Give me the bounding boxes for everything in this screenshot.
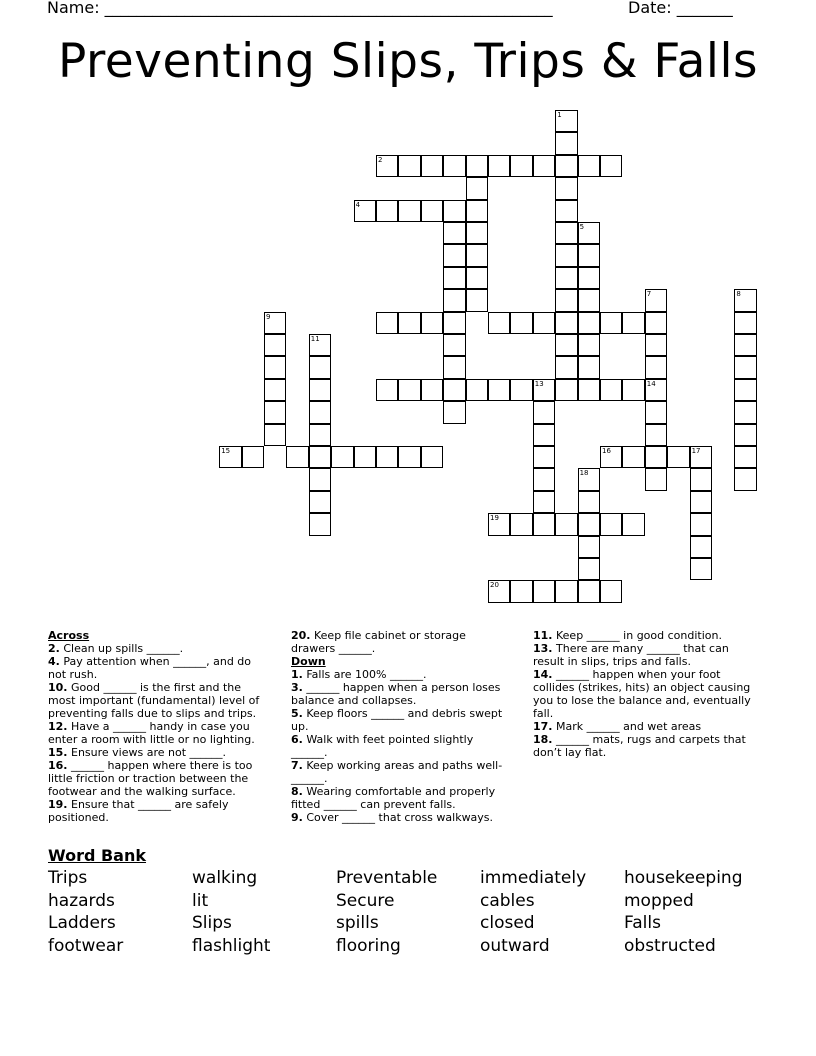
crossword-cell[interactable] (510, 155, 532, 177)
clue-item-number: 15. (48, 746, 68, 759)
crossword-cell[interactable] (466, 222, 488, 244)
crossword-cell[interactable] (578, 334, 600, 356)
crossword-cell[interactable] (421, 379, 443, 401)
word-bank-item: flooring (336, 935, 401, 956)
crossword-cell[interactable] (734, 356, 756, 378)
clue-item-text: Cover ______ that cross walkways. (306, 811, 494, 824)
clue-item (291, 681, 511, 707)
crossword-cell[interactable] (376, 379, 398, 401)
crossword-cell[interactable] (398, 446, 420, 468)
crossword-cell[interactable] (622, 379, 644, 401)
clue-item-text: Pay attention when ______, and do not rush. (48, 655, 252, 681)
crossword-cell[interactable] (578, 244, 600, 266)
word-bank-item: walking (192, 868, 258, 888)
clue-item-number: 14. (533, 668, 553, 681)
crossword-cell[interactable] (690, 468, 712, 490)
crossword-cell[interactable] (488, 379, 510, 401)
clue-number: 19 (490, 514, 499, 523)
crossword-cell[interactable] (690, 491, 712, 513)
crossword-cell[interactable] (466, 200, 488, 222)
clue-item-number: 6. (291, 733, 303, 746)
crossword-cell[interactable] (578, 289, 600, 311)
clue-item (291, 629, 511, 655)
clue-item-number: 2. (48, 642, 60, 655)
crossword-cell[interactable] (622, 446, 644, 468)
crossword-cell[interactable] (309, 446, 331, 468)
crossword-cell[interactable] (622, 312, 644, 334)
clue-item-number: 10. (48, 681, 68, 694)
word-bank-item: mopped (624, 890, 694, 911)
word-bank-item: outward (480, 935, 550, 956)
crossword-cell[interactable] (354, 200, 376, 222)
crossword-cell[interactable] (533, 446, 555, 468)
crossword-cell[interactable] (578, 356, 600, 378)
across-clue-list-continued (291, 629, 511, 655)
word-bank-item: housekeeping (624, 868, 743, 888)
crossword-cell[interactable] (555, 356, 577, 378)
crossword-cell[interactable] (667, 446, 689, 468)
clue-item-number: 4. (48, 655, 60, 668)
crossword-cell[interactable] (555, 200, 577, 222)
clues-column-3 (533, 629, 763, 759)
crossword-cell[interactable] (555, 289, 577, 311)
crossword-cell[interactable] (578, 155, 600, 177)
crossword-cell[interactable] (398, 200, 420, 222)
down-clue-list-continued (533, 629, 763, 759)
crossword-cell[interactable] (264, 401, 286, 423)
word-bank-item: Falls (624, 913, 661, 933)
word-bank-item: Ladders (48, 913, 116, 933)
crossword-cell[interactable] (578, 267, 600, 289)
crossword-cell[interactable] (533, 580, 555, 602)
crossword-cell[interactable] (600, 446, 622, 468)
crossword-cell[interactable] (533, 513, 555, 535)
crossword-cell[interactable] (264, 424, 286, 446)
clue-item-text: Wearing comfortable and properly fitted ______ can prevent falls. (291, 785, 496, 811)
crossword-cell[interactable] (264, 312, 286, 334)
crossword-cell[interactable] (555, 267, 577, 289)
crossword-cell[interactable] (264, 379, 286, 401)
crossword-cell[interactable] (555, 132, 577, 154)
clue-item-text: Clean up spills ______. (63, 642, 184, 655)
word-bank-item: Trips (48, 868, 88, 888)
crossword-cell[interactable] (578, 379, 600, 401)
crossword-cell[interactable] (443, 222, 465, 244)
crossword-cell[interactable] (533, 312, 555, 334)
crossword-cell[interactable] (555, 177, 577, 199)
word-bank-item: Preventable (336, 868, 438, 888)
crossword-cell[interactable] (488, 155, 510, 177)
crossword-cell[interactable] (376, 446, 398, 468)
clue-item-text: There are many ______ that can result in slips, trips and falls. (533, 642, 729, 668)
crossword-cell[interactable] (555, 580, 577, 602)
page-title: Preventing Slips, Trips & Falls (57, 34, 759, 89)
clue-item-text: Keep floors ______ and debris swept up. (291, 707, 503, 733)
clue-item (291, 811, 511, 824)
clues-column-1 (48, 629, 268, 824)
clue-item (533, 642, 763, 668)
clue-number: 11 (310, 335, 320, 343)
crossword-cell[interactable] (466, 177, 488, 199)
crossword-cell[interactable] (309, 334, 331, 356)
crossword-cell[interactable] (331, 446, 353, 468)
crossword-cell[interactable] (510, 379, 532, 401)
clue-item-text: Mark ______ and wet areas (556, 720, 702, 733)
word-bank-item: lit (192, 890, 209, 911)
crossword-cell[interactable] (578, 222, 600, 244)
crossword-cell[interactable] (510, 580, 532, 602)
crossword-cell[interactable] (309, 379, 331, 401)
word-bank-item: obstructed (624, 935, 716, 956)
clue-number: 15 (221, 447, 231, 455)
crossword-cell[interactable] (376, 155, 398, 177)
crossword-cell[interactable] (555, 379, 577, 401)
clue-number: 1 (557, 111, 562, 119)
clue-number: 4 (355, 200, 361, 209)
crossword-cell[interactable] (443, 155, 465, 177)
crossword-cell[interactable] (578, 558, 600, 580)
clue-number: 7 (646, 290, 652, 299)
clue-item-text: ______ happen where there is too little friction or traction between the footwear and the walking surface. (48, 759, 253, 798)
crossword-cell[interactable] (286, 446, 308, 468)
word-bank-item: hazards (48, 890, 115, 911)
crossword-cell[interactable] (242, 446, 264, 468)
crossword-cell[interactable] (645, 356, 667, 378)
clue-item-number: 3. (291, 681, 303, 694)
down-clue-list (291, 668, 511, 824)
crossword-cell[interactable] (533, 491, 555, 513)
crossword-cell[interactable] (264, 356, 286, 378)
crossword-cell[interactable] (645, 379, 667, 401)
clue-number: 14 (646, 379, 656, 388)
clue-item-text: Keep ______ in good condition. (556, 629, 722, 642)
crossword-cell[interactable] (421, 446, 443, 468)
crossword-cell[interactable] (398, 155, 420, 177)
crossword-cell[interactable] (533, 401, 555, 423)
word-bank-item: immediately (480, 868, 587, 888)
crossword-cell[interactable] (555, 222, 577, 244)
crossword-cell[interactable] (309, 513, 331, 535)
crossword-cell[interactable] (734, 379, 756, 401)
clue-item-number: 16. (48, 759, 68, 772)
crossword-cell[interactable] (309, 468, 331, 490)
clue-number: 17 (691, 447, 701, 455)
clue-item-number: 8. (291, 785, 303, 798)
clue-number: 16 (602, 447, 611, 455)
crossword-cell[interactable] (533, 424, 555, 446)
clue-item-number: 1. (291, 668, 303, 681)
clues-column-2 (291, 629, 511, 824)
word-bank-item: closed (480, 913, 535, 933)
crossword-cell[interactable] (219, 446, 241, 468)
crossword-cell[interactable] (600, 379, 622, 401)
crossword-cell[interactable] (443, 379, 465, 401)
clue-item (48, 720, 268, 746)
crossword-cell[interactable] (734, 401, 756, 423)
clue-item (291, 707, 511, 733)
clue-item-text: Ensure that ______ are safely positioned. (48, 798, 229, 824)
crossword-cell[interactable] (645, 424, 667, 446)
crossword-cell[interactable] (533, 155, 555, 177)
crossword-cell[interactable] (533, 468, 555, 490)
crossword-cell[interactable] (309, 356, 331, 378)
crossword-cell[interactable] (443, 312, 465, 334)
clue-item-text: Keep file cabinet or storage drawers ______. (291, 629, 466, 655)
word-bank-item: cables (480, 890, 535, 911)
crossword-cell[interactable] (690, 446, 712, 468)
crossword-cell[interactable] (734, 424, 756, 446)
clue-item (533, 629, 763, 642)
crossword-cell[interactable] (309, 401, 331, 423)
clue-item-number: 11. (533, 629, 553, 642)
crossword-cell[interactable] (645, 289, 667, 311)
crossword-cell[interactable] (443, 356, 465, 378)
crossword-cell[interactable] (600, 513, 622, 535)
crossword-cell[interactable] (376, 200, 398, 222)
crossword-cell[interactable] (488, 580, 510, 602)
clue-item (48, 798, 268, 824)
crossword-cell[interactable] (555, 155, 577, 177)
crossword-cell[interactable] (600, 580, 622, 602)
clue-item-number: 19. (48, 798, 68, 811)
word-bank-item: flashlight (192, 935, 271, 956)
crossword-cell[interactable] (466, 244, 488, 266)
clue-item-number: 5. (291, 707, 303, 720)
crossword-cell[interactable] (466, 267, 488, 289)
clue-item (48, 681, 268, 720)
clue-item-text: Ensure views are not ______. (71, 746, 227, 759)
clue-item (291, 733, 511, 759)
crossword-cell[interactable] (645, 446, 667, 468)
crossword-cell[interactable] (443, 334, 465, 356)
clue-item (48, 642, 268, 655)
crossword-cell[interactable] (578, 468, 600, 490)
clue-item-text: Walk with feet pointed slightly ______. (291, 733, 474, 759)
crossword-cell[interactable] (622, 513, 644, 535)
clue-number: 2 (378, 155, 383, 164)
crossword-cell[interactable] (690, 558, 712, 580)
crossword-cell[interactable] (443, 244, 465, 266)
crossword-cell[interactable] (578, 491, 600, 513)
crossword-cell[interactable] (443, 401, 465, 423)
word-bank-item: spills (336, 913, 379, 933)
across-heading: Across (48, 629, 90, 642)
clue-item-text: Falls are 100% ______. (306, 668, 427, 681)
clue-item (48, 746, 268, 759)
crossword-cell[interactable] (555, 244, 577, 266)
clue-item-text: Good ______ is the first and the most important (fundamental) level of preventing falls due to slips and trips. (48, 681, 260, 720)
crossword-cell[interactable] (398, 312, 420, 334)
crossword-cell[interactable] (555, 312, 577, 334)
crossword-cell[interactable] (443, 289, 465, 311)
crossword-cell[interactable] (578, 513, 600, 535)
clue-number: 20 (490, 581, 499, 590)
crossword-cell[interactable] (533, 379, 555, 401)
crossword-cell[interactable] (690, 536, 712, 558)
crossword-cell[interactable] (398, 379, 420, 401)
crossword-cell[interactable] (510, 513, 532, 535)
crossword-cell[interactable] (488, 513, 510, 535)
across-clue-list (48, 642, 268, 824)
crossword-cell[interactable] (264, 334, 286, 356)
crossword-cell[interactable] (555, 513, 577, 535)
date-field-label: Date: _______ (628, 0, 733, 17)
clue-number: 9 (266, 312, 271, 321)
crossword-cell[interactable] (645, 312, 667, 334)
name-field-label: Name: ________________________________________________________ (47, 0, 553, 17)
crossword-cell[interactable] (510, 312, 532, 334)
crossword-cell[interactable] (690, 513, 712, 535)
crossword-cell[interactable] (421, 155, 443, 177)
crossword-cell[interactable] (421, 200, 443, 222)
clue-item-number: 7. (291, 759, 303, 772)
crossword-cell[interactable] (466, 379, 488, 401)
clue-item-text: Keep working areas and paths well-______. (291, 759, 503, 785)
crossword-cell[interactable] (734, 468, 756, 490)
clue-item (533, 720, 763, 733)
crossword-cell[interactable] (645, 468, 667, 490)
down-heading: Down (291, 655, 326, 668)
clue-item (48, 759, 268, 798)
word-bank (48, 868, 768, 958)
clue-number: 5 (579, 223, 585, 231)
clue-item-text: ______ mats, rugs and carpets that don’t lay flat. (533, 733, 746, 759)
clue-item (533, 668, 763, 720)
clue-item-number: 9. (291, 811, 303, 824)
clue-number: 13 (534, 379, 544, 388)
clue-item (48, 655, 268, 681)
crossword-cell[interactable] (488, 312, 510, 334)
crossword-cell[interactable] (734, 312, 756, 334)
word-bank-title: Word Bank (48, 846, 147, 865)
clue-item-number: 18. (533, 733, 553, 746)
crossword-cell[interactable] (578, 312, 600, 334)
clue-item-number: 20. (291, 629, 311, 642)
clue-number: 8 (736, 290, 741, 299)
word-bank-item: Slips (192, 913, 232, 933)
clue-item-text: ______ happen when a person loses balance and collapses. (291, 681, 501, 707)
clue-number: 18 (579, 469, 589, 478)
crossword-cell[interactable] (734, 289, 756, 311)
crossword-cell[interactable] (645, 401, 667, 423)
crossword-cell[interactable] (600, 155, 622, 177)
clue-item-number: 17. (533, 720, 553, 733)
crossword-cell[interactable] (309, 491, 331, 513)
crossword-cell[interactable] (376, 312, 398, 334)
crossword-cell[interactable] (354, 446, 376, 468)
crossword-cell[interactable] (421, 312, 443, 334)
crossword-cell[interactable] (466, 289, 488, 311)
crossword-cell[interactable] (443, 200, 465, 222)
clue-item (533, 733, 763, 759)
word-bank-item: Secure (336, 890, 395, 911)
word-bank-item: footwear (48, 935, 124, 956)
crossword-cell[interactable] (555, 334, 577, 356)
crossword-cell[interactable] (578, 580, 600, 602)
crossword-cell[interactable] (734, 334, 756, 356)
crossword-cell[interactable] (734, 446, 756, 468)
crossword-cell[interactable] (443, 267, 465, 289)
crossword-cell[interactable] (645, 334, 667, 356)
crossword-cell[interactable] (600, 312, 622, 334)
crossword-cell[interactable] (466, 155, 488, 177)
clue-item-text: Have a ______ handy in case you enter a room with little or no lighting. (48, 720, 255, 746)
crossword-cell[interactable] (309, 424, 331, 446)
clue-item (291, 785, 511, 811)
clue-item-number: 12. (48, 720, 68, 733)
clue-item-text: ______ happen when your foot collides (strikes, hits) an object causing you to lose the balance and, eventually fall. (533, 668, 751, 720)
clue-item (291, 759, 511, 785)
clue-item-number: 13. (533, 642, 553, 655)
crossword-cell[interactable] (555, 110, 577, 132)
crossword-cell[interactable] (578, 536, 600, 558)
clue-item (291, 668, 511, 681)
